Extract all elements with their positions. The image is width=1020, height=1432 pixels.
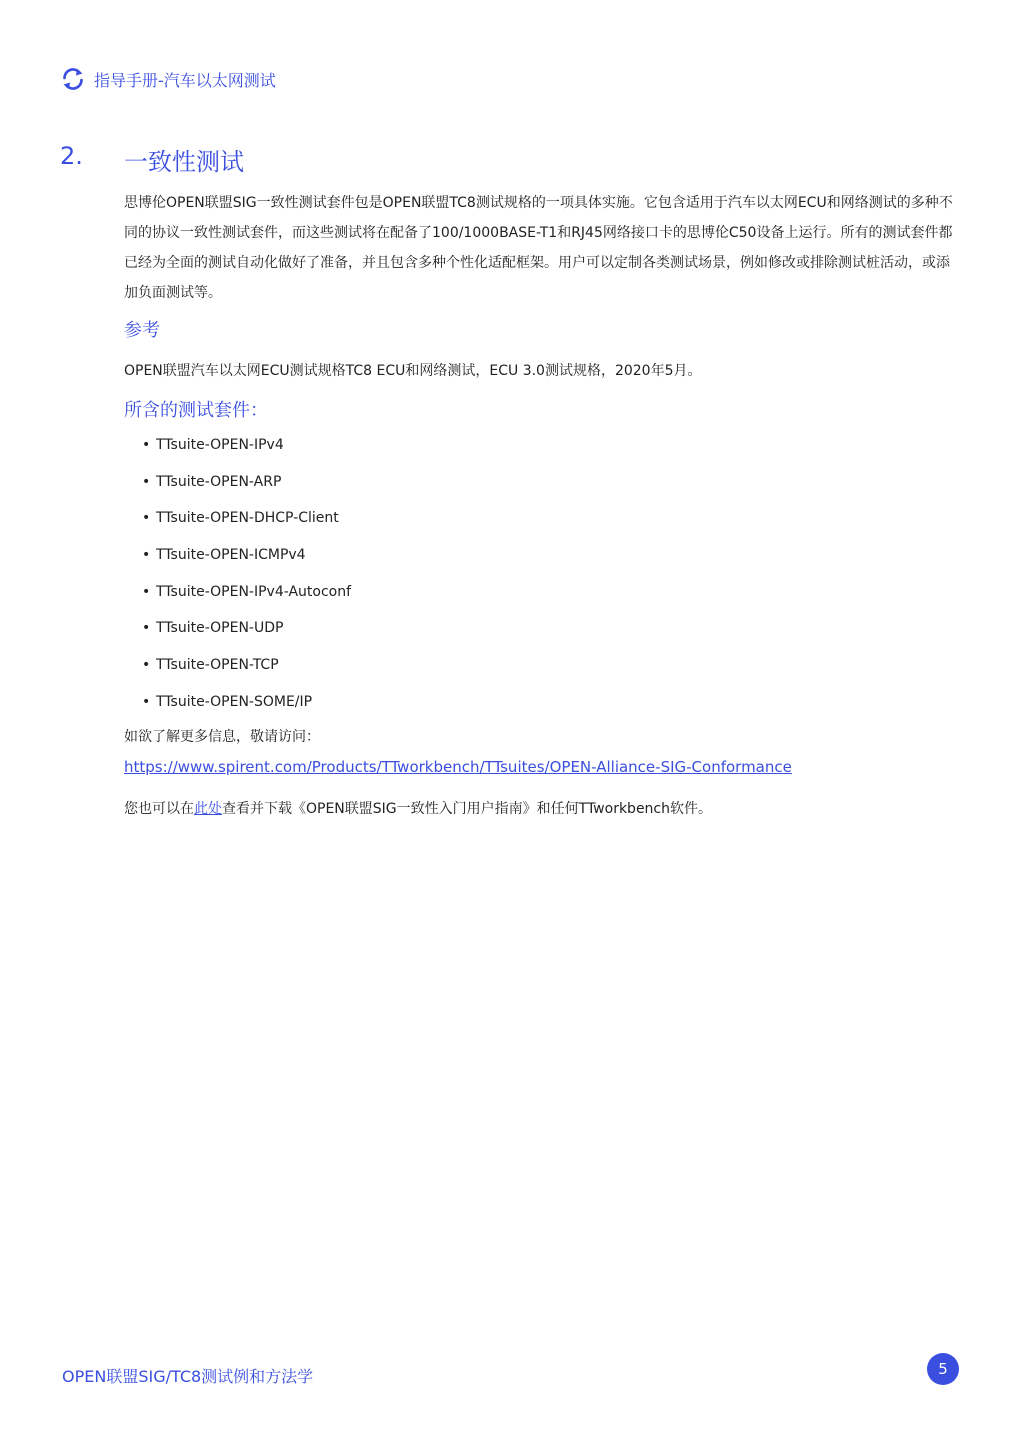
reference-text: OPEN联盟汽车以太网ECU测试规格TC8 ECU和网络测试，ECU 3.0测试规格，2020年5月。 [124,363,702,379]
bullet: • [142,583,151,600]
more-info-link[interactable]: https://www.spirent.com/Products/TTworkbench/TTsuites/OPEN-Alliance-SIG-Conformance [124,757,792,776]
bullet: • [142,437,151,453]
bullet: • [142,657,151,674]
reference-heading: 参考 [124,320,160,341]
intro-paragraph: 思博伦OPEN联盟SIG一致性测试套件包是OPEN联盟TC8测试规格的一项具体实施。它包含适用于汽车以太网ECU和网络测试的多种不同的协议一致性测试套件，而这些测试将在配备了100/1000BASE-T1和RJ45网络接口卡的思博伦C50设备上运行。所有的测试套件都已经为全面的测试自动化做好了准备，并且包含多种个性化适配框架。用户可以定制各类测试场景，例如修改或排除测试桩活动，或添加负面测试等。 [124,195,953,301]
suite-name: TTsuite-OPEN-DHCP-Client [156,510,339,527]
main-content [124,188,960,824]
here-link[interactable]: 此处 [194,800,222,817]
list-item [142,544,960,581]
page-number-badge: 5 [927,1353,959,1385]
suite-name: TTsuite-OPEN-TCP [156,657,279,674]
header-title: 指导手册-汽车以太网测试 [94,70,276,90]
footer-title: OPEN联盟SIG/TC8测试例和方法学 [62,1367,314,1386]
download-prefix: 您也可以在 [124,800,194,817]
section-number: 2. [60,142,83,170]
suite-name: TTsuite-OPEN-IPv4-Autoconf [156,583,352,600]
bullet: • [142,620,151,637]
section-title: 一致性测试 [124,148,244,176]
list-item [142,434,960,471]
suite-name: TTsuite-OPEN-UDP [156,620,284,637]
bullet: • [142,693,151,710]
list-item [142,654,960,691]
download-paragraph [124,794,960,824]
list-item [142,691,960,728]
suite-name: TTsuite-OPEN-SOME/IP [156,693,313,710]
bullet: • [142,547,151,564]
suites-heading: 所含的测试套件： [124,400,268,421]
list-item [142,471,960,508]
bullet: • [142,510,151,527]
list-item [142,617,960,654]
download-suffix: 查看并下载《OPEN联盟SIG一致性入门用户指南》和任何TTworkbench软件。 [222,800,713,817]
suites-list [124,434,960,728]
document-header [60,66,276,92]
list-item [142,507,960,544]
suite-name: TTsuite-OPEN-IPv4 [156,437,284,453]
refresh-cycle-icon [60,66,86,92]
list-item [142,581,960,618]
bullet: • [142,473,151,490]
more-info-label: 如欲了解更多信息，敬请访问： [124,728,320,745]
suite-name: TTsuite-OPEN-ICMPv4 [156,547,306,564]
more-info-url-line [124,752,960,782]
suite-name: TTsuite-OPEN-ARP [156,473,282,490]
